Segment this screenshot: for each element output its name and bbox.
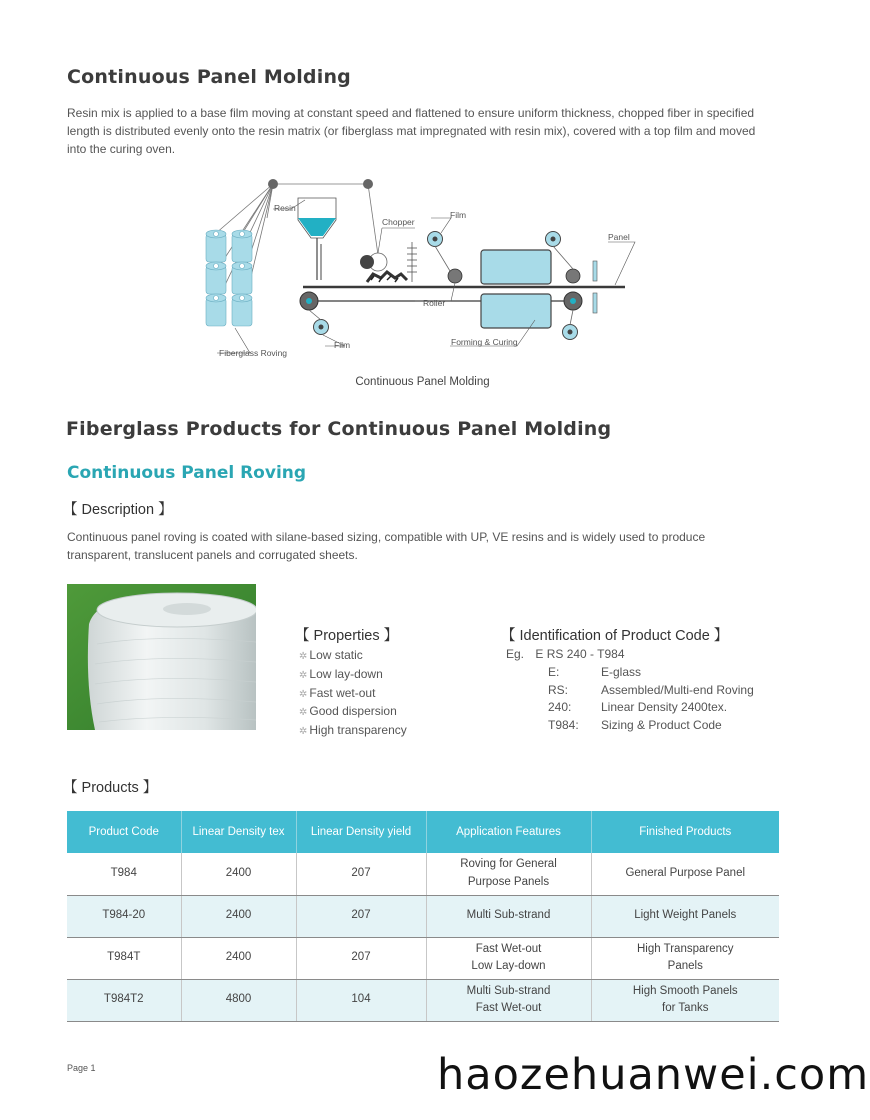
cell-linear-density-yield: 207	[296, 853, 426, 895]
cell-linear-density-tex: 2400	[181, 853, 296, 895]
bullet-icon: ✲	[299, 726, 308, 738]
intro-line: Resin mix is applied to a base film moving at constant speed and flattened to ensure uniform thickness, chopped fiber in specified	[67, 106, 755, 120]
chopper	[360, 253, 407, 282]
table-row	[67, 853, 779, 895]
products-header: 【 Products 】	[63, 780, 158, 796]
identification-code: T984:	[548, 718, 579, 732]
intro-paragraph	[67, 104, 827, 158]
label-roller: Roller	[423, 298, 446, 308]
description-line: transparent, translucent panels and corrugated sheets.	[67, 548, 358, 562]
identification-meaning: Assembled/Multi-end Roving	[601, 683, 754, 697]
property-item: ✲ Good dispersion	[299, 704, 397, 719]
curing-oven	[481, 250, 551, 328]
intro-line: into the curing oven.	[67, 142, 176, 156]
fiberglass-roving-spools	[206, 230, 252, 326]
bottom-film-roll	[314, 320, 329, 335]
column-header: Linear Density tex	[181, 811, 296, 853]
cell-product-code: T984T	[67, 937, 181, 979]
bullet-icon: ✲	[299, 688, 308, 700]
roving-product-photo	[67, 584, 256, 730]
panel-cutter	[593, 261, 597, 281]
cell-linear-density-tex: 2400	[181, 895, 296, 937]
table-row	[67, 937, 779, 979]
properties-header: 【 Properties 】	[295, 628, 399, 644]
watermark: haozehuanwei.com	[437, 1050, 870, 1100]
guide-pulley	[363, 179, 373, 189]
identification-example: Eg. E RS 240 - T984	[506, 647, 625, 661]
page-number: Page 1	[67, 1063, 96, 1073]
chopper-brush	[407, 242, 417, 282]
bullet-icon: ✲	[299, 669, 308, 681]
table-header-row	[67, 811, 779, 853]
intro-line: length is distributed evenly onto the resin matrix (or fiberglass mat impregnated with resin mix), covered with a top film and moved	[67, 124, 756, 138]
cell-product-code: T984-20	[67, 895, 181, 937]
label-chopper: Chopper	[382, 217, 415, 227]
description-paragraph	[67, 528, 827, 564]
table-row	[67, 979, 779, 1021]
resin-hopper	[298, 198, 336, 280]
label-film-top: Film	[450, 210, 467, 220]
cell-linear-density-tex: 4800	[181, 979, 296, 1021]
cell-product-code: T984T2	[67, 979, 181, 1021]
cell-application-features: Roving for General Purpose Panels	[426, 853, 591, 895]
cell-finished-products: General Purpose Panel	[591, 853, 779, 895]
cell-linear-density-tex: 2400	[181, 937, 296, 979]
cell-product-code: T984	[67, 853, 181, 895]
column-header: Application Features	[426, 811, 591, 853]
cell-linear-density-yield: 104	[296, 979, 426, 1021]
top-film-roll	[428, 232, 443, 247]
cell-finished-products: High Transparency Panels	[591, 937, 779, 979]
column-header: Product Code	[67, 811, 181, 853]
identification-meaning: Linear Density 2400tex.	[601, 700, 728, 714]
column-header: Finished Products	[591, 811, 779, 853]
properties-list	[299, 647, 407, 741]
column-header: Linear Density yield	[296, 811, 426, 853]
compaction-roller	[448, 269, 462, 283]
page-title: Continuous Panel Molding	[67, 66, 351, 88]
identification-code: RS:	[548, 683, 569, 697]
guide-pulley	[268, 179, 278, 189]
bullet-icon: ✲	[299, 707, 308, 719]
process-diagram	[195, 170, 645, 365]
products-table	[67, 811, 779, 1022]
cell-application-features: Fast Wet-out Low Lay-down	[426, 937, 591, 979]
cell-linear-density-yield: 207	[296, 895, 426, 937]
description-header: 【 Description 】	[63, 502, 173, 518]
table-row	[67, 895, 779, 937]
identification-header: 【 Identification of Product Code 】	[501, 628, 729, 644]
property-item: ✲ High transparency	[299, 723, 407, 738]
description-line: Continuous panel roving is coated with silane-based sizing, compatible with UP, VE resins and is widely used to produce	[67, 530, 706, 544]
property-item: ✲ Low static	[299, 648, 363, 662]
identification-meaning: Sizing & Product Code	[601, 718, 722, 732]
identification-code: E:	[548, 665, 560, 679]
label-resin: Resin	[274, 203, 296, 213]
product-subtitle: Continuous Panel Roving	[67, 463, 307, 483]
label-panel: Panel	[608, 232, 630, 242]
cell-application-features: Multi Sub-strand Fast Wet-out	[426, 979, 591, 1021]
identification-meaning: E-glass	[601, 665, 642, 679]
property-item: ✲ Low lay-down	[299, 666, 383, 681]
label-fiberglass-roving: Fiberglass Roving	[219, 348, 288, 358]
identification-code: 240:	[548, 700, 572, 714]
cell-finished-products: Light Weight Panels	[591, 895, 779, 937]
diagram-caption: Continuous Panel Molding	[355, 376, 490, 388]
property-item: ✲ Fast wet-out	[299, 685, 376, 700]
label-film-bottom: Film	[334, 340, 351, 350]
bullet-icon: ✲	[299, 651, 308, 662]
cell-application-features: Multi Sub-strand	[426, 895, 591, 937]
section-title: Fiberglass Products for Continuous Panel Molding	[66, 418, 612, 440]
cell-finished-products: High Smooth Panels for Tanks	[591, 979, 779, 1021]
cell-linear-density-yield: 207	[296, 937, 426, 979]
label-forming-curing: Forming & Curing	[451, 337, 518, 347]
